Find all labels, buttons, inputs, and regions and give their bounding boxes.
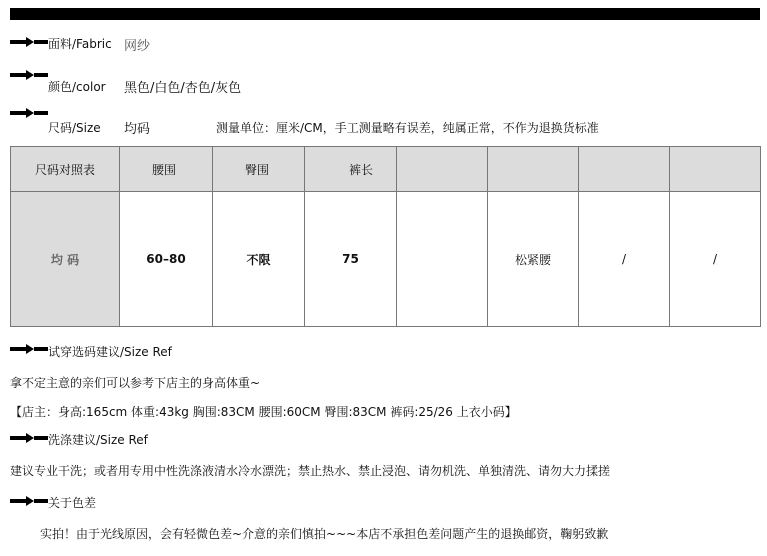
top-divider-bar [10,8,760,20]
section-marker-icon [10,496,40,506]
table-header-cell: 裤长 [305,147,397,192]
size-value: 均码 [124,122,151,137]
section-marker-icon [10,433,40,443]
wash-title: 洗涤建议/Size Ref [48,433,148,447]
table-cell-length: 75 [305,192,397,327]
table-cell-waist: 60–80 [120,192,213,327]
measurement-note: 测量单位：厘米/CM，手工测量略有误差，纯属正常，不作为退换货标准 [216,121,599,135]
table-header-cell: 臀围 [213,147,305,192]
size-ref-line-2: 【店主：身高:165cm 体重:43kg 胸围:83CM 腰围:60CM 臀围:83CM 裤码:25/26 上衣小码】 [10,405,517,419]
size-label: 尺码/Size [48,121,101,135]
table-header-cell [670,147,761,192]
table-row [11,192,761,327]
table-header-cell [579,147,670,192]
color-value: 黑色/白色/杏色/灰色 [124,81,242,96]
table-header-cell: 腰围 [120,147,213,192]
fabric-label: 面料/Fabric [48,37,112,51]
color-label: 颜色/color [48,80,106,94]
table-header-cell: 尺码对照表 [11,147,120,192]
table-row-head: 均 码 [11,192,120,327]
section-marker-icon [10,37,40,47]
table-cell [397,192,488,327]
table-cell: / [670,192,761,327]
color-diff-title: 关于色差 [48,496,97,510]
section-marker-icon [10,344,40,354]
wash-text: 建议专业干洗；或者用专用中性洗涤液清水冷水漂洗；禁止热水、禁止浸泡、请勿机洗、单独清洗、请勿大力揉搓 [10,464,611,478]
color-diff-text: 实拍！由于光线原因，会有轻微色差~介意的亲们慎拍~~~本店不承担色差问题产生的退换邮资，鞠躬致歉 [40,527,609,541]
section-marker-icon [10,108,40,118]
size-chart-table [10,146,761,327]
table-cell-hip: 不限 [213,192,305,327]
table-cell: / [579,192,670,327]
fabric-value: 网纱 [124,39,151,54]
table-header-cell [488,147,579,192]
size-ref-title: 试穿选码建议/Size Ref [48,345,172,359]
table-header-cell [397,147,488,192]
table-header-row [11,147,761,192]
section-marker-icon [10,70,40,80]
table-cell-elastic-waist: 松紧腰 [488,192,579,327]
size-ref-line-1: 拿不定主意的亲们可以参考下店主的身高体重~ [10,376,261,390]
